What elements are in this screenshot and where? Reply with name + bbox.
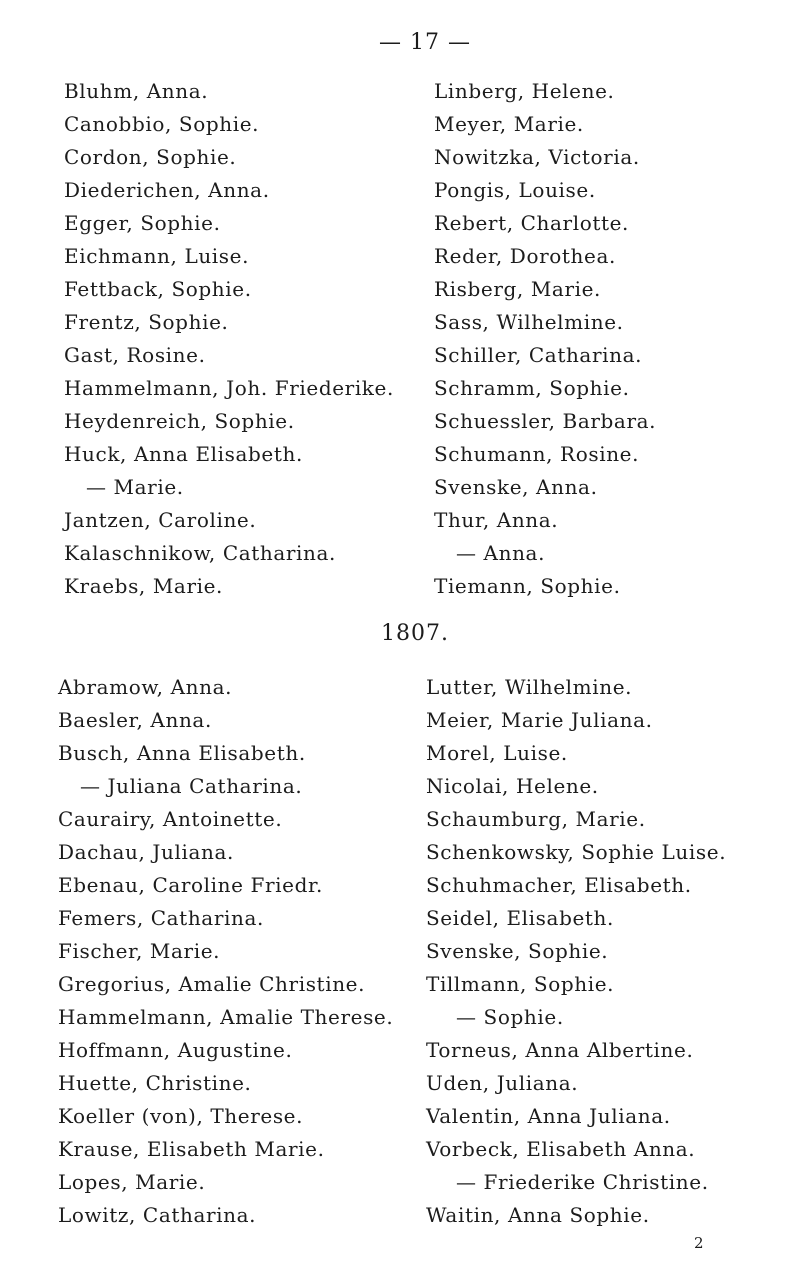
list-item: Hammelmann, Joh. Friederike. [64, 376, 394, 400]
list-item: Kraebs, Marie. [64, 574, 223, 598]
list-item: Krause, Elisabeth Marie. [58, 1137, 325, 1161]
list-item: Thur, Anna. [434, 508, 559, 532]
list-item: Torneus, Anna Albertine. [426, 1038, 694, 1062]
list-item: Diederichen, Anna. [64, 178, 270, 202]
list-item: Ebenau, Caroline Friedr. [58, 873, 323, 897]
list-item: Kalaschnikow, Catharina. [64, 541, 337, 565]
list-item: — Anna. [456, 541, 546, 565]
list-item: Huck, Anna Elisabeth. [64, 442, 303, 466]
list-item: Risberg, Marie. [434, 277, 601, 301]
list-item: Koeller (von), Therese. [58, 1104, 304, 1128]
list-item: Bluhm, Anna. [64, 79, 209, 103]
list-item: Vorbeck, Elisabeth Anna. [426, 1137, 696, 1161]
list-item: Schaumburg, Marie. [426, 807, 646, 831]
list-item: Sass, Wilhelmine. [434, 310, 624, 334]
list-item: Schenkowsky, Sophie Luise. [426, 840, 727, 864]
list-item: Rebert, Charlotte. [434, 211, 630, 235]
list-item: Hoffmann, Augustine. [58, 1038, 293, 1062]
list-item: Meier, Marie Juliana. [426, 708, 653, 732]
list-item: Lopes, Marie. [58, 1170, 206, 1194]
right-column [434, 75, 656, 603]
list-item: Lowitz, Catharina. [58, 1203, 257, 1227]
list-item: Gast, Rosine. [64, 343, 206, 367]
list-item: Svenske, Anna. [434, 475, 598, 499]
list-item: Nowitzka, Victoria. [434, 145, 640, 169]
list-item: Canobbio, Sophie. [64, 112, 260, 136]
list-item: Eichmann, Luise. [64, 244, 250, 268]
list-item: Linberg, Helene. [434, 79, 615, 103]
list-item: Cordon, Sophie. [64, 145, 237, 169]
list-item: Busch, Anna Elisabeth. [58, 741, 306, 765]
list-item: — Juliana Catharina. [80, 774, 303, 798]
list-item: Caurairy, Antoinette. [58, 807, 283, 831]
left-column [64, 75, 394, 603]
list-item: Schuhmacher, Elisabeth. [426, 873, 692, 897]
left-column [58, 671, 393, 1232]
list-item: Heydenreich, Sophie. [64, 409, 295, 433]
signature-mark: 2 [694, 1234, 704, 1252]
list-item: Meyer, Marie. [434, 112, 584, 136]
list-item: Tillmann, Sophie. [426, 972, 615, 996]
list-item: Pongis, Louise. [434, 178, 596, 202]
list-item: Lutter, Wilhelmine. [426, 675, 633, 699]
list-item: Schumann, Rosine. [434, 442, 640, 466]
list-item: Gregorius, Amalie Christine. [58, 972, 366, 996]
list-item: Egger, Sophie. [64, 211, 221, 235]
list-item: Waitin, Anna Sophie. [426, 1203, 650, 1227]
list-item: Nicolai, Helene. [426, 774, 599, 798]
list-item: Uden, Juliana. [426, 1071, 579, 1095]
list-item: — Friederike Christine. [456, 1170, 709, 1194]
list-item: — Sophie. [456, 1005, 564, 1029]
list-item: Huette, Christine. [58, 1071, 252, 1095]
list-item: Frentz, Sophie. [64, 310, 229, 334]
list-item: Dachau, Juliana. [58, 840, 234, 864]
list-item: Reder, Dorothea. [434, 244, 616, 268]
list-item: Baesler, Anna. [58, 708, 212, 732]
list-item: Jantzen, Caroline. [64, 508, 257, 532]
page-number: — 17 — [379, 30, 471, 55]
list-item: Schramm, Sophie. [434, 376, 630, 400]
list-item: Schuessler, Barbara. [434, 409, 657, 433]
list-item: Fettback, Sophie. [64, 277, 252, 301]
year-heading: 1807. [381, 621, 449, 646]
list-item: Svenske, Sophie. [426, 939, 609, 963]
list-item: Morel, Luise. [426, 741, 568, 765]
list-item: Valentin, Anna Juliana. [426, 1104, 671, 1128]
list-item: Femers, Catharina. [58, 906, 264, 930]
right-column [426, 671, 726, 1232]
list-item: Seidel, Elisabeth. [426, 906, 614, 930]
list-item: Hammelmann, Amalie Therese. [58, 1005, 394, 1029]
list-item: Abramow, Anna. [58, 675, 233, 699]
list-item: Tiemann, Sophie. [434, 574, 621, 598]
list-item: — Marie. [86, 475, 184, 499]
list-item: Fischer, Marie. [58, 939, 221, 963]
list-item: Schiller, Catharina. [434, 343, 643, 367]
